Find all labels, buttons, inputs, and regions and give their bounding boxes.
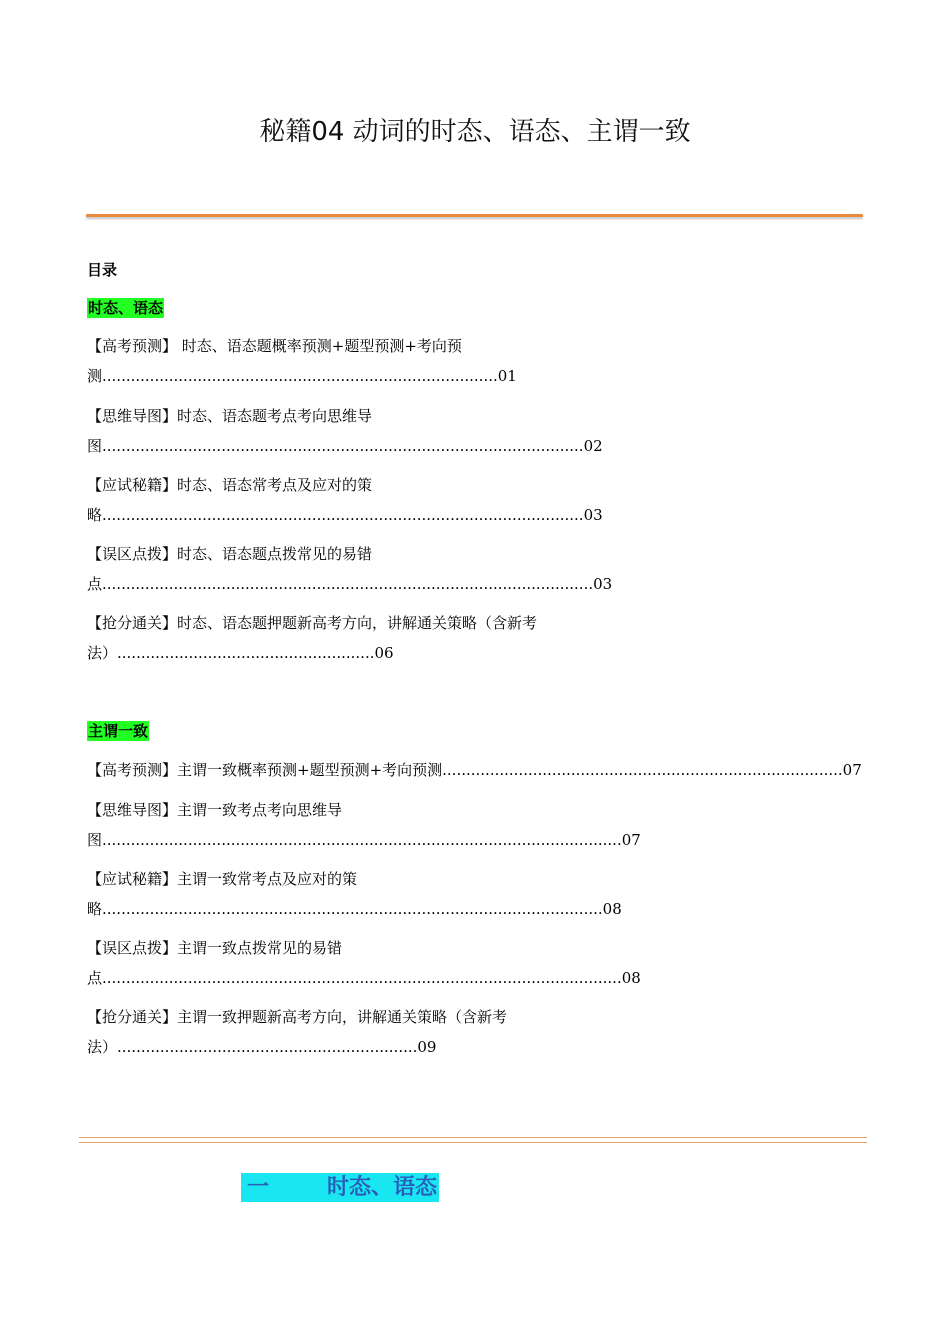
- chapter-title: 时态、语态: [327, 1175, 438, 1200]
- toc-entry-line2: 测...................................................................................01: [87, 367, 517, 385]
- toc-entry[interactable]: [87, 608, 537, 668]
- toc-entry-line1: 【误区点拨】主谓一致点拨常见的易错: [87, 939, 343, 957]
- toc-entry-line2: 图.............................................................................................................07: [87, 831, 641, 849]
- toc-entry-line2: 点.............................................................................................................08: [87, 969, 641, 987]
- toc-entry-line2: 点.......................................................................................................03: [87, 575, 613, 593]
- chapter-heading: [241, 1173, 439, 1202]
- section-heading-subject-verb: 主谓一致: [88, 722, 149, 740]
- toc-entry[interactable]: [87, 539, 612, 599]
- toc-entry[interactable]: [87, 470, 603, 530]
- toc-entry[interactable]: [87, 331, 517, 391]
- toc-entry-line1: 【抢分通关】主谓一致押题新高考方向，讲解通关策略（含新考: [87, 1008, 508, 1026]
- toc-entry[interactable]: [87, 795, 641, 855]
- toc-entry-line2: 略.....................................................................................................03: [87, 506, 603, 524]
- toc-entry-line1: 【思维导图】时态、语态题考点考向思维导: [87, 407, 373, 425]
- toc-entry-line2: 略.........................................................................................................08: [87, 900, 622, 918]
- toc-entry[interactable]: [87, 1002, 507, 1062]
- toc-entry-line1: 【抢分通关】时态、语态题押题新高考方向，讲解通关策略（含新考: [87, 614, 538, 632]
- toc-entry[interactable]: [87, 933, 641, 993]
- toc-entry[interactable]: [87, 401, 603, 461]
- toc-entry-line2: 法）......................................................06: [87, 644, 394, 662]
- chapter-number: 一: [247, 1175, 270, 1200]
- toc-label: 目录: [87, 261, 118, 279]
- section-heading-tense-voice: 时态、语态: [88, 299, 164, 317]
- toc-entry-line2: 图.....................................................................................................02: [87, 437, 603, 455]
- page-title: 秘籍04 动词的时态、语态、主谓一致: [259, 117, 691, 147]
- section-divider-top: [79, 1137, 867, 1138]
- title-divider: [86, 214, 863, 217]
- toc-entry[interactable]: [87, 864, 622, 924]
- toc-entry-line2: 法）...............................................................09: [87, 1038, 437, 1056]
- toc-entry-line1: 【误区点拨】时态、语态题点拨常见的易错: [87, 545, 373, 563]
- toc-entry-line1: 【高考预测】主谓一致概率预测+题型预测+考向预测....................................................................................07: [87, 761, 862, 779]
- toc-entry-line1: 【应试秘籍】时态、语态常考点及应对的策: [87, 476, 373, 494]
- toc-entry-line1: 【思维导图】主谓一致考点考向思维导: [87, 801, 343, 819]
- section-divider-bottom: [79, 1142, 867, 1143]
- toc-entry-line1: 【高考预测】 时态、语态题概率预测+题型预测+考向预: [87, 337, 462, 355]
- toc-entry[interactable]: [87, 755, 862, 785]
- toc-entry-line1: 【应试秘籍】主谓一致常考点及应对的策: [87, 870, 358, 888]
